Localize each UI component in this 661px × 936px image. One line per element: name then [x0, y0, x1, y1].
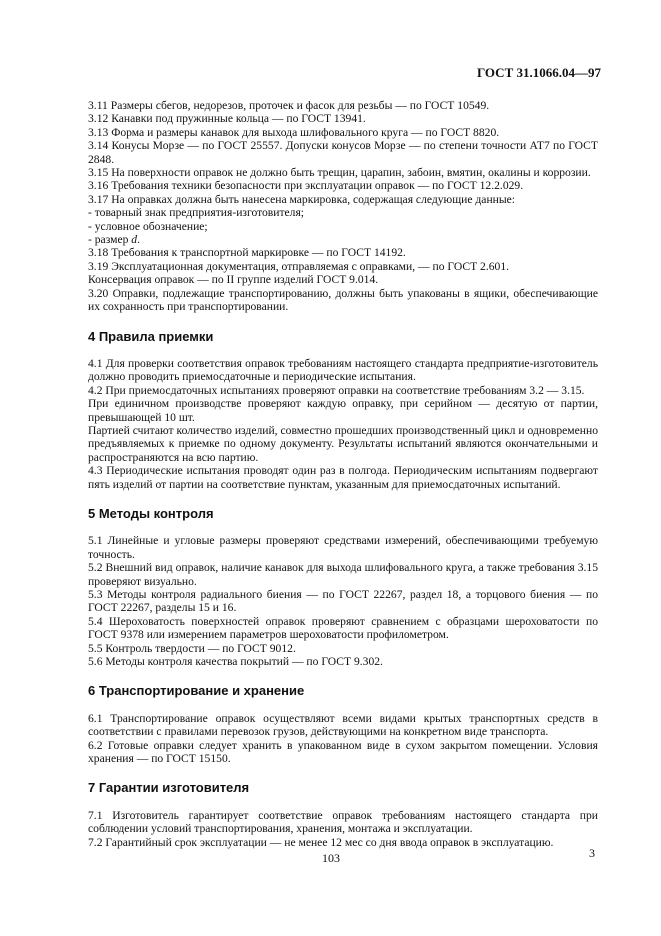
- paragraph-3-13: 3.13 Форма и размеры канавок для выхода шлифовального круга — по ГОСТ 8820.: [88, 125, 500, 139]
- paragraph-7-1: 7.1 Изготовитель гарантирует соответствие оправок требованиям настоящего стандарта при соблюдении условий транспортирования, хранения, монтажа и эксплуатации.: [88, 808, 598, 836]
- paragraph-4-2-batch: Партией считают количество изделий, совместно прошедших производственный цикл и одновременно предъявляемых к приемке по одному документу. Результаты испытаний являются окончательными и распространяются на всю партию.: [88, 423, 598, 464]
- section-4-title: 4 Правила приемки: [88, 328, 214, 344]
- paragraph-4-2-single: При единичном производстве проверяют каждую оправку, при серийном — десятую от партии, превышающей 10 шт.: [88, 397, 598, 424]
- section-7-body: [88, 809, 598, 849]
- section-4-body: [88, 357, 598, 491]
- paragraph-5-4: 5.4 Шероховатость поверхностей оправок проверяют сравнением с образцами шероховатости по ГОСТ 9378 или измерением параметров шероховатости профилометром.: [88, 614, 598, 642]
- paragraph-3-15: 3.15 На поверхности оправок не должно быть трещин, царапин, забоин, вмятин, окалины и коррозии.: [88, 166, 591, 180]
- size-item-prefix: - размер: [88, 233, 132, 247]
- paragraph-6-2: 6.2 Готовые оправки следует хранить в упакованном виде в сухом закрытом помещении. Условия хранения — по ГОСТ 15150.: [88, 738, 598, 766]
- paragraph-3-20: 3.20 Оправки, подлежащие транспортированию, должны быть упакованы в ящики, обеспечивающие их сохранность при транспортировании.: [88, 286, 598, 314]
- section-7-title: 7 Гарантии изготовителя: [88, 780, 250, 796]
- sheet-number: 103: [322, 851, 340, 865]
- paragraph-5-1: 5.1 Линейные и угловые размеры проверяют средствами измерений, обеспечивающими требуемую точность.: [88, 534, 598, 561]
- paragraph-5-6: 5.6 Методы контроля качества покрытий — по ГОСТ 9.302.: [88, 655, 383, 669]
- paragraph-3-18: 3.18 Требования к транспортной маркировке — по ГОСТ 14192.: [88, 246, 406, 260]
- marking-item-designation: - условное обозначение;: [88, 219, 208, 233]
- paragraph-3-16: 3.16 Требования техники безопасности при эксплуатации оправок — по ГОСТ 12.2.029.: [88, 179, 524, 193]
- paragraph-5-2: 5.2 Внешний вид оправок, наличие канавок для выхода шлифовального круга, а также требования 3.15 проверяют визуально.: [88, 561, 598, 588]
- section-5-body: [88, 534, 598, 668]
- paragraph-6-1: 6.1 Транспортирование оправок осуществляют всеми видами крытых транспортных средств в соответствии с правилами перевозок грузов, действующими на конкретном виде транспорта.: [88, 711, 598, 739]
- section-6-body: [88, 712, 598, 766]
- paragraph-3-14: 3.14 Конусы Морзе — по ГОСТ 25557. Допуски конусов Морзе — по степени точности АТ7 по ГОСТ 2848.: [88, 139, 598, 166]
- paragraph-3-19: 3.19 Эксплуатационная документация, отправляемая с оправками, — по ГОСТ 2.601.: [88, 259, 510, 273]
- paragraph-3-11: 3.11 Размеры сбегов, недорезов, проточек и фасок для резьбы — по ГОСТ 10549.: [88, 99, 490, 112]
- page-number: 3: [589, 846, 595, 860]
- paragraph-4-2: 4.2 При приемосдаточных испытаниях проверяют оправки на соответствие требованиям 3.2 — 3.15.: [88, 383, 585, 397]
- paragraph-3-12: 3.12 Канавки под пружинные кольца — по ГОСТ 13941.: [88, 112, 366, 126]
- paragraph-3-17: 3.17 На оправках должна быть нанесена маркировка, содержащая следующие данные:: [88, 192, 516, 206]
- paragraph-5-3: 5.3 Методы контроля радиального биения — по ГОСТ 22267, раздел 18, а торцового биения — по ГОСТ 22267, разделы 15 и 16.: [88, 588, 598, 615]
- document-body: [88, 99, 598, 849]
- section-5-title: 5 Методы контроля: [88, 505, 214, 521]
- size-item-suffix: .: [137, 233, 140, 247]
- marking-item-trademark: - товарный знак предприятия-изготовителя;: [88, 206, 305, 220]
- size-symbol: d: [131, 233, 138, 247]
- paragraph-4-3: 4.3 Периодические испытания проводят один раз в полгода. Периодическим испытаниям подвергают пять изделий от партии на соответствие пунктам, указанным для приемосдаточных испытаний.: [88, 464, 598, 491]
- paragraph-conservation: Консервация оправок — по II группе изделий ГОСТ 9.014.: [88, 273, 379, 287]
- document-code-header: ГОСТ 31.1066.04—97: [476, 65, 601, 80]
- paragraph-4-1: 4.1 Для проверки соответствия оправок требованиям настоящего стандарта предприятие-изготовитель должно проводить приемосдаточные и периодические испытания.: [88, 356, 598, 384]
- marking-item-size: [88, 233, 598, 246]
- paragraph-7-2: 7.2 Гарантийный срок эксплуатации — не менее 12 мес со дня ввода оправок в эксплуатацию.: [88, 835, 554, 849]
- section-3-continued: [88, 99, 598, 314]
- section-6-title: 6 Транспортирование и хранение: [88, 683, 305, 699]
- paragraph-5-5: 5.5 Контроль твердости — по ГОСТ 9012.: [88, 641, 296, 655]
